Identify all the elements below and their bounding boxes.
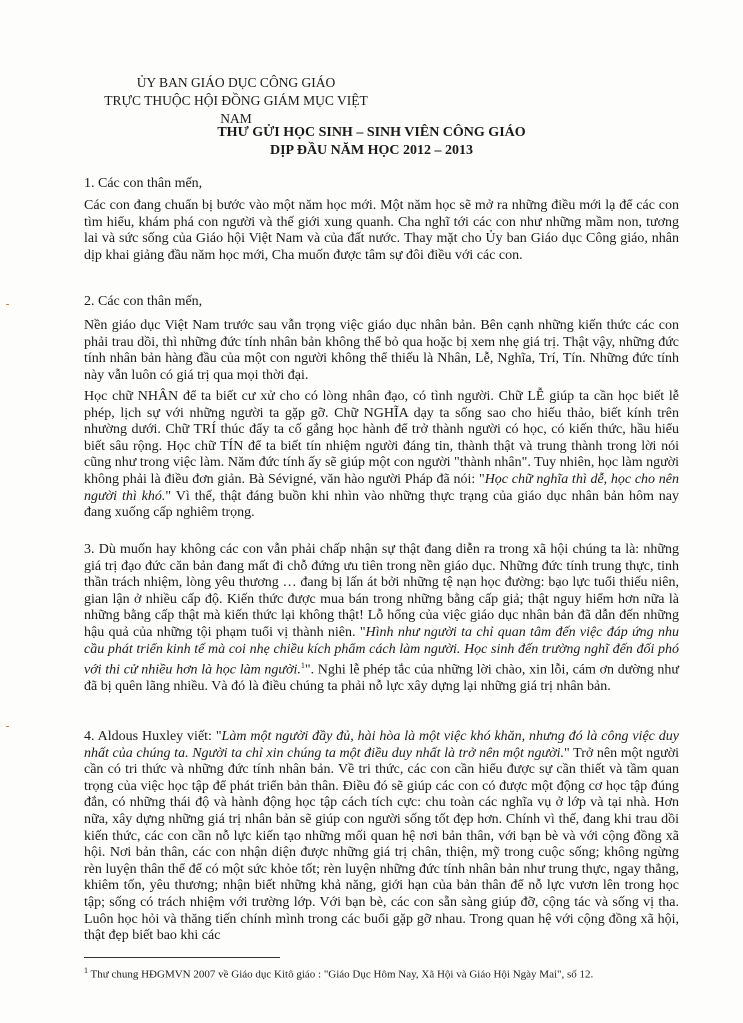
section-1-body [84, 198, 679, 264]
section-1-paragraph: Các con đang chuẩn bị bước vào một năm học mới. Một năm học sẽ mở ra những điều mới lạ để các con tìm hiểu, khám phá con người và thế giới xung quanh. Cha nghĩ tới các con như những mầm non, tương lai và sức sống của Giáo hội Việt Nam và của đất nước. Thay mặt cho Ủy ban Giáo dục Công giáo, nhân dịp khai giảng đầu năm học mới, Cha muốn được tâm sự đôi điều với các con. [84, 198, 679, 263]
section-2-text-a: Học chữ NHÂN để ta biết cư xử cho có lòng nhân đạo, có tình người. Chữ LỄ giúp ta cần học biết lễ phép, lịch sự với những người ta gặp gỡ. Chữ NGHĨA dạy ta sống sao cho hiếu thảo, biết kính trên nhường dưới. Chữ TRÍ thúc đẩy ta cố gắng học hành để trở thành người có học, có kiến thức, hầu hiểu biết sâu rộng. Học chữ TÍN để ta biết tín nhiệm người đáng tin, thành thật và trung thành trong lời nói cũng như trong việc làm. Năm đức tính ấy sẽ giúp một con người "thành nhân". Tuy nhiên, học làm người không phải là điều đơn giản. Bà Sévigné, văn hào người Pháp đã nói: " [84, 389, 679, 487]
section-3-text-b: ". Nghi lễ phép tắc của những lời chào, xin lỗi, cám ơn dường như đã bị quên lãng nhiều. Và đó là điều chúng ta phải nỗ lực xây dựng lại những giá trị nhân bản. [84, 662, 679, 695]
section-3-body [84, 542, 679, 696]
title-line-2: DỊP ĐẦU NĂM HỌC 2012 – 2013 [270, 143, 473, 158]
scan-mark [6, 726, 9, 727]
section-2-paragraph-1: Nền giáo dục Việt Nam trước sau vẫn trọng việc giáo dục nhân bản. Bên cạnh những kiến thức các con phải trau dồi, thì những đức tính nhân bản không thể bỏ qua hoặc bị xem nhẹ giá trị. Thật vậy, những đức tính nhân bản hàng đầu của một con người không thể thiếu là Nhân, Lễ, Nghĩa, Trí, Tín. Những đức tính này vẫn luôn có giá trị qua mọi thời đại. [84, 318, 679, 383]
section-2-text-b: " Vì thế, thật đáng buồn khi nhìn vào những thực trạng của giáo dục nhân bản hôm nay đang xuống cấp nghiêm trọng. [84, 488, 679, 521]
pastoral-letter-quote: Hình như người ta chỉ quan tâm đến việc đáp ứng nhu cầu phát triển kinh tế mà coi nhẹ chiều kích phẩm cách làm người. Học sinh đến trường nghĩ đến đối phó với thi cử nhiều hơn là học làm người. [84, 624, 679, 678]
section-3-text-a: 3. Dù muốn hay không các con vẫn phải chấp nhận sự thật đang diễn ra trong xã hội chúng ta là: những giá trị đạo đức căn bản đang mất đi chỗ đứng ưu tiên trong nền giáo dục. Những đức tính trung thực, tinh thần trách nhiệm, lòng yêu thương … đang bị lấn át bởi những tệ nạn học đường: bạo lực tuổi thiếu niên, gian lận ở nhiều cấp độ. Kiến thức được mua bán trong những bằng cấp giả; thật nguy hiểm hơn nữa là những bằng cấp thật mà kiến thức lại không thật! Lỗ hổng của việc giáo dục nhân bản đã dẫn đến những hậu quả của những tội phạm tuổi vị thành niên. " [84, 542, 679, 640]
letter-title [0, 124, 743, 160]
section-4-paragraph [84, 729, 679, 945]
section-4-text-a: 4. Aldous Huxley viết: " [84, 729, 222, 744]
footnote-number: 1 [84, 966, 88, 975]
section-2-body-1 [84, 318, 679, 384]
section-4-body [84, 729, 679, 945]
section-1-heading: 1. Các con thân mến, [84, 176, 203, 191]
title-line-1: THƯ GỬI HỌC SINH – SINH VIÊN CÔNG GIÁO [217, 125, 526, 140]
section-2-heading: 2. Các con thân mến, [84, 294, 203, 309]
huxley-quote: Làm một người đầy đủ, hài hòa là một việc khó khăn, nhưng đó là công việc duy nhất của chúng ta. Người ta chỉ xin chúng ta một điều duy nhất là trở nên một người. [84, 729, 679, 761]
org-line-2: TRỰC THUỘC HỘI ĐỒNG GIÁM MỤC VIỆT NAM [104, 93, 368, 126]
scan-mark [6, 304, 9, 305]
section-4-text-b: " Trở nên một người cần có tri thức và những đức tính nhân bản. Về tri thức, các con cần hiểu được sự cần thiết và tầm quan trọng của việc học tập để phát triển bản thân. Điều đó sẽ giúp các con có được một động cơ học tập đúng đắn, có những thái độ và hành động học tập cách tích cực: chu toàn các nghĩa vụ ở lớp và tại nhà. Hơn nữa, xây dựng những giá trị nhân bản sẽ giúp con người sống tốt đẹp hơn. Chính vì thế, đang khi trau dồi kiến thức, các con cần nỗ lực kiến tạo những mối quan hệ nơi bản thân, với bạn bè và với cộng đồng xã hội. Nơi bản thân, các con nhận diện được những giá trị chân, thiện, mỹ trong cuộc sống; không ngừng rèn luyện thân thể để có một sức khỏe tốt; rèn luyện những đức tính nhân bản như trung thực, ngay thẳng, khiêm tốn, yêu thương; nhận biết những khả năng, giới hạn của bản thân để nỗ lực vươn lên trong học tập; sống có trách nhiệm với trường lớp. Với bạn bè, các con sẵn sàng giúp đỡ, cộng tác và sống vị tha. Luôn học hỏi và thăng tiến chính mình trong các buổi gặp gỡ nhau. Trong quan hệ với cộng đồng xã hội, thật đẹp biết bao khi các [84, 745, 679, 944]
footnote-ref-1: 1 [300, 661, 305, 671]
section-2-body-2 [84, 389, 679, 522]
footnote [84, 964, 684, 982]
section-2-paragraph-2 [84, 389, 679, 522]
sevigne-quote: Học chữ nghĩa thì dễ, học cho nên người thì khó. [84, 471, 679, 504]
org-line-1: ỦY BAN GIÁO DỤC CÔNG GIÁO [136, 75, 336, 90]
footnote-divider [84, 957, 280, 958]
footnote-text: Thư chung HĐGMVN 2007 về Giáo dục Kitô giáo : "Giáo Dục Hôm Nay, Xã Hội và Giáo Hội Ngày Mai", số 12. [88, 968, 594, 981]
section-3-paragraph [84, 542, 679, 696]
issuing-organization [96, 74, 376, 128]
